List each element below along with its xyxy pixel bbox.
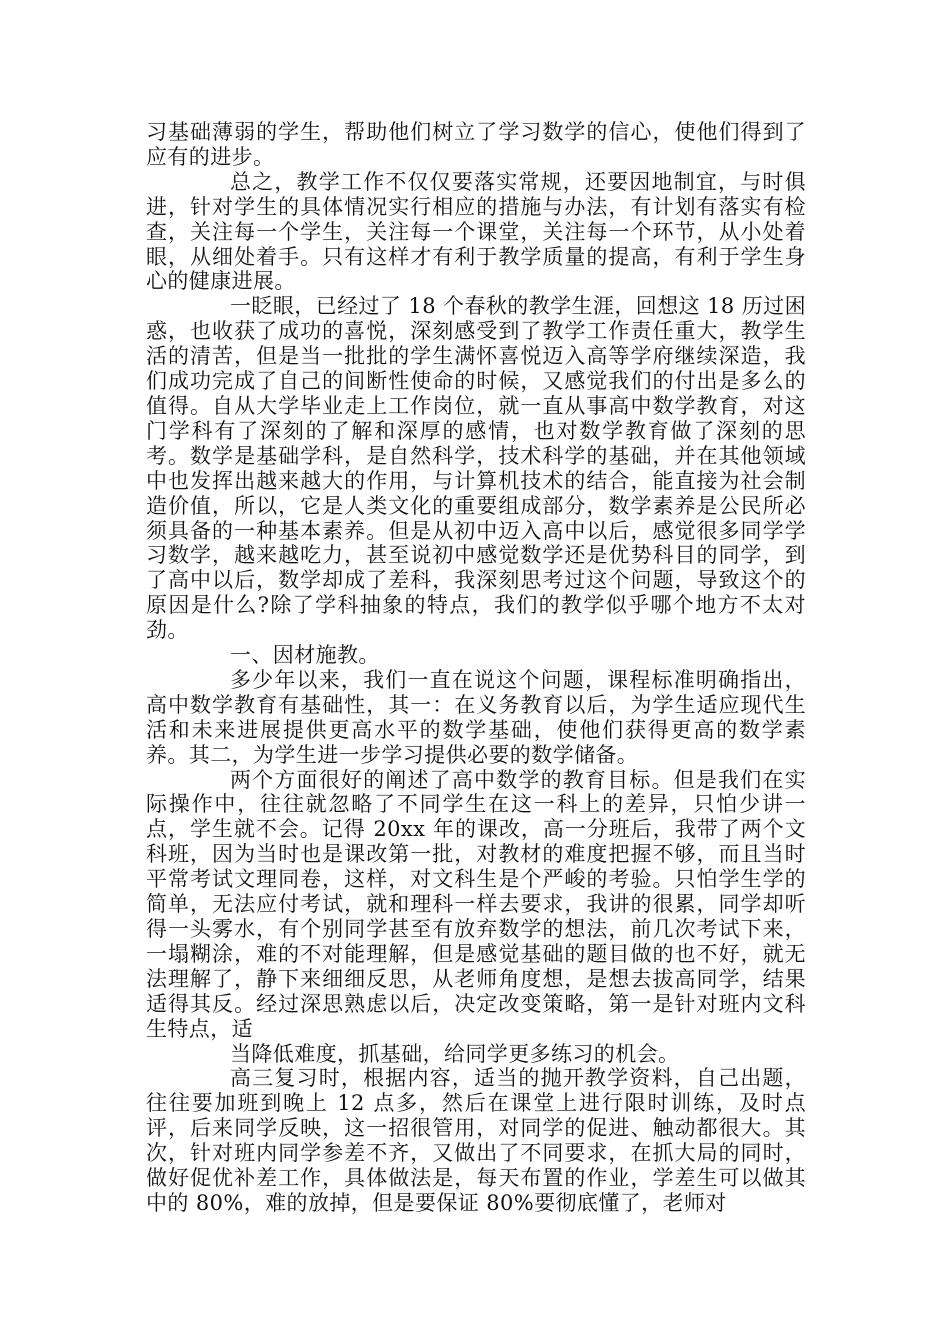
paragraph-2: 总之，教学工作不仅仅要落实常规，还要因地制宜，与时俱进，针对学生的具体情况实行相应的措施与办法，有计划有落实有检查，关注每一个学生，关注每一个课堂，关注每一个环节，从小处着眼，从细处着手。只有这样才有利于教学质量的提高，有利于学生身心的健康进展。 (146, 169, 806, 294)
paragraph-3: 一眨眼，已经过了 18 个春秋的教学生涯，回想这 18 历过困惑，也收获了成功的喜悦，深刻感受到了教学工作责任重大，教学生活的清苦，但是当一批批的学生满怀喜悦迈入高等学府继续深造，我们成功完成了自己的间断性使命的时候，又感觉我们的付出是多么的值得。自从大学毕业走上工作岗位，就一直从事高中数学教育，对这门学科有了深刻的了解和深厚的感情，也对数学教育做了深刻的思考。数学是基础学科，是自然科学，技术科学的基础，并在其他领域中也发挥出越来越大的作用，与计算机技术的结合，能直接为社会制造价值，所以，它是人类文化的重要组成部分，数学素养是公民所必须具备的一种基本素养。但是从初中迈入高中以后，感觉很多同学学习数学，越来越吃力，甚至说初中感觉数学还是优势科目的同学，到了高中以后，数学却成了差科，我深刻思考过这个问题，导致这个的原因是什么?除了学科抽象的特点，我们的教学似乎哪个地方不太对劲。 (146, 294, 806, 643)
document-page (146, 120, 806, 1216)
paragraph-4: 多少年以来，我们一直在说这个问题，课程标准明确指出，高中数学教育有基础性，其一：在义务教育以后，为学生适应现代生活和未来进展提供更高水平的数学基础，使他们获得更高的数学素养。其二，为学生进一步学习提供必要的数学储备。 (146, 667, 806, 767)
paragraph-6: 当降低难度，抓基础，给同学更多练习的机会。 (230, 1041, 680, 1066)
paragraph-1: 习基础薄弱的学生，帮助他们树立了学习数学的信心，使他们得到了应有的进步。 (146, 120, 806, 169)
paragraph-7: 高三复习时，根据内容，适当的抛开教学资料，自己出题，往往要加班到晚上 12 点多，然后在课堂上进行限时训练，及时点评，后来同学反映，这一招很管用，对同学的促进、触动都很大。其次，针对班内同学参差不齐，又做出了不同要求，在抓大局的同时，做好促优补差工作，具体做法是，每天布置的作业，学差生可以做其中的 80%，难的放掉，但是要保证 80%要彻底懂了，老师对 (146, 1066, 806, 1215)
paragraph-5: 两个方面很好的阐述了高中数学的教育目标。但是我们在实际操作中，往往就忽略了不同学生在这一科上的差异，只怕少讲一点，学生就不会。记得 20xx 年的课改，高一分班后，我带了两个文科班，因为当时也是课改第一批，对教材的难度把握不够，而且当时平常考试文理同卷，这样，对文科生是个严峻的考验。只怕学生学的简单，无法应付考试，就和理科一样去要求，我讲的很累，同学却听得一头雾水，有个别同学甚至有放弃数学的想法，前几次考试下来，一塌糊涂，难的不对能理解，但是感觉基础的题目做的也不好，就无法理解了，静下来细细反思，从老师角度想，是想去拔高同学，结果适得其反。经过深思熟虑以后，决定改变策略，第一是针对班内文科生特点，适 (146, 767, 806, 1041)
section-heading: 一、因材施教。 (230, 643, 380, 668)
